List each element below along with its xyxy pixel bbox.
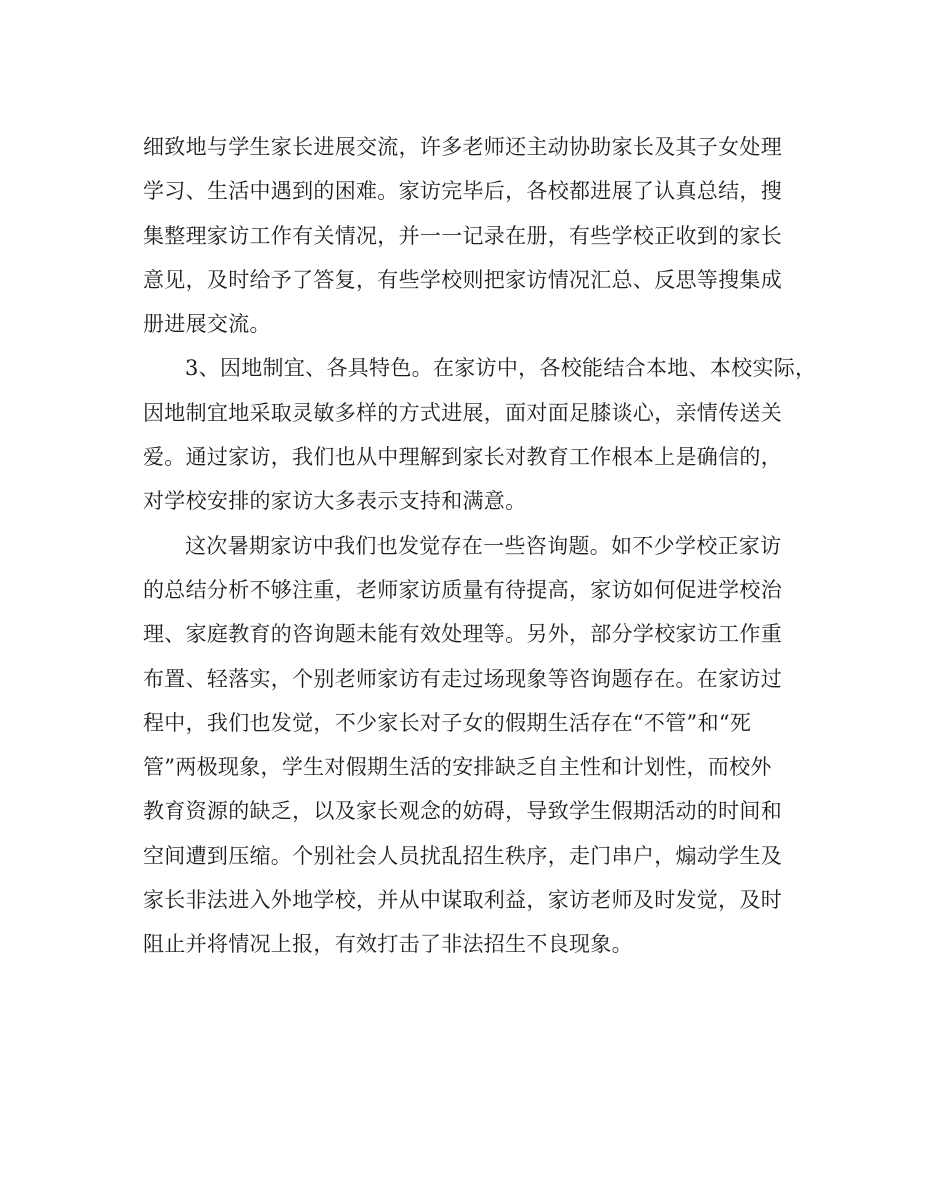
text-line: 意见，及时给予了答复，有些学校则把家访情况汇总、反思等搜集成	[143, 267, 782, 292]
paragraph-start-line: 3、因地制宜、各具特色。在家访中，各校能结合本地、本校实际，	[185, 356, 817, 381]
paragraph-start-line: 这次暑期家访中我们也发觉存在一些咨询题。如不少学校正家访	[185, 533, 782, 558]
text-line: 教育资源的缺乏，以及家长观念的妨碍，导致学生假期活动的时间和	[143, 799, 782, 824]
text-line: 册进展交流。	[143, 312, 271, 337]
text-line: 理、家庭教育的咨询题未能有效处理等。另外，部分学校家访工作重	[143, 622, 782, 647]
text-line: 对学校安排的家访大多表示支持和满意。	[143, 489, 527, 514]
text-line: 细致地与学生家长进展交流，许多老师还主动协助家长及其子女处理	[143, 135, 782, 159]
text-line: 空间遭到压缩。个别社会人员扰乱招生秩序，走门串户，煽动学生及	[143, 843, 782, 868]
text-line: 家长非法进入外地学校，并从中谋取利益，家访老师及时发觉，及时	[143, 888, 782, 913]
text-line: 因地制宜地采取灵敏多样的方式进展，面对面足膝谈心，亲情传送关	[143, 400, 782, 425]
text-line: 布置、轻落实，个别老师家访有走过场现象等咨询题存在。在家访过	[143, 666, 782, 691]
document-body	[143, 129, 833, 971]
text-line: 的总结分析不够注重，老师家访质量有待提高，家访如何促进学校治	[143, 577, 782, 602]
text-line: 学习、生活中遇到的困难。家访完毕后，各校都进展了认真总结，搜	[143, 179, 782, 204]
text-line: 爱。通过家访，我们也从中理解到家长对教育工作根本上是确信的，	[143, 445, 782, 470]
text-line: 阻止并将情况上报，有效打击了非法招生不良现象。	[143, 932, 633, 957]
text-line: 集整理家访工作有关情况，并一一记录在册，有些学校正收到的家长	[143, 223, 782, 248]
text-line: 管”两极现象，学生对假期生活的安排缺乏自主性和计划性，而校外	[143, 755, 772, 780]
text-line: 程中，我们也发觉，不少家长对子女的假期生活存在“不管”和“死	[143, 710, 752, 735]
